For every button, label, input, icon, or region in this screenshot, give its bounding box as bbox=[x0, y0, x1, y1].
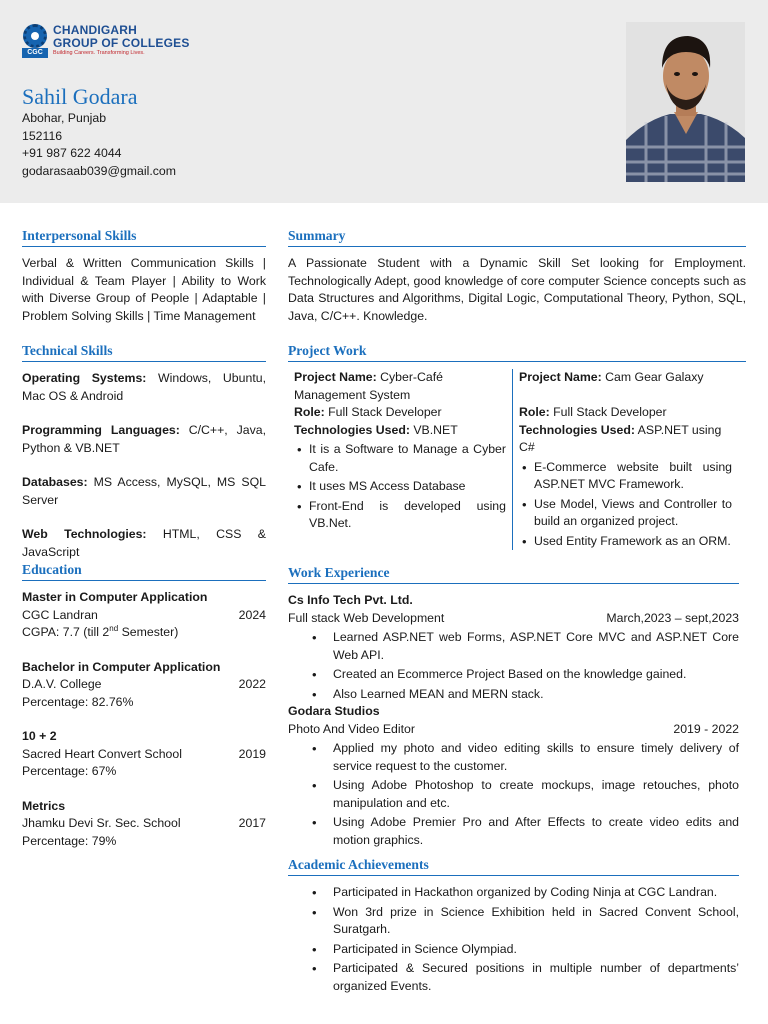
profile-photo bbox=[626, 22, 745, 182]
achievements-title: Academic Achievements bbox=[288, 856, 739, 876]
college-logo bbox=[22, 24, 190, 66]
skill-web: Web Technologies: HTML, CSS & JavaScript bbox=[22, 527, 266, 559]
logo-tagline: Building Careers. Transforming Lives. bbox=[53, 50, 145, 56]
work-section: Work Experience Cs Info Tech Pvt. Ltd. Full stack Web Development March,2023 – sept,2023 • Learned ASP.NET web Forms, ASP.NET Core MVC and ASP.NET Core Web API. • Created an Ecommerce Project Based on the knowledge gained. • Also Learned MEAN and MERN stack. Godara Studios Photo And Video Editor 2019 - 2022 • Applied my photo and video editing skills to ensure timely delivery of service request to the customer. • Using Adobe Photoshop to create mockups, image retouches, photo manipulation and etc. • Using Adobe Premier Pro and After Effects to create video edits and motion graphics. bbox=[288, 564, 739, 849]
logo-badge: CGC bbox=[22, 48, 48, 58]
list-item: • Participated & Secured positions in multiple number of departments’ organized Events. bbox=[288, 960, 739, 995]
list-item: • Use Model, Views and Controller to build an organized project. bbox=[519, 496, 732, 531]
summary-text: A Passionate Student with a Dynamic Skill Set looking for Employment. Technologically Adept, good knowledge of core computer Science concepts such as Data Structures and Algorithms, Digital Logic, Computational Theory, Python, SQL, Java, C/C++. Knowledge. bbox=[288, 256, 746, 323]
list-item: • Front-End is developed using VB.Net. bbox=[294, 498, 506, 533]
list-item: • Participated in Science Olympiad. bbox=[288, 941, 739, 959]
company-name: Cs Info Tech Pvt. Ltd. bbox=[288, 593, 413, 607]
work-title: Work Experience bbox=[288, 564, 739, 584]
list-item: • Also Learned MEAN and MERN stack. bbox=[288, 686, 739, 704]
project-card: Project Name: Cam Gear Galaxy Role: Full Stack Developer Technologies Used: ASP.NET using C# • E-Commerce website built using ASP.NET MVC Framework. • Use Model, Views and Controller to build an organized project. • Used Entity Framework as an ORM. bbox=[513, 369, 738, 550]
logo-line-2: GROUP OF COLLEGES bbox=[53, 35, 190, 50]
interpersonal-text: Verbal & Written Communication Skills | Individual & Team Player | Ability to Work with Diverse Group of People | Adaptable | Problem Solving Skills | Time Management bbox=[22, 256, 266, 323]
phone: +91 987 622 4044 bbox=[22, 146, 122, 160]
list-item: • Won 3rd prize in Science Exhibition held in Sacred Convent School, Suratgarh. bbox=[288, 904, 739, 939]
gear-icon bbox=[22, 24, 49, 66]
skill-os: Operating Systems: Windows, Ubuntu, Mac OS & Android bbox=[22, 371, 266, 403]
company-name: Godara Studios bbox=[288, 704, 380, 718]
education-title: Education bbox=[22, 561, 266, 581]
project-section bbox=[288, 342, 746, 550]
list-item: • Using Adobe Photoshop to create mockups, image retouches, photo manipulation and etc. bbox=[288, 777, 739, 812]
pincode: 152116 bbox=[22, 128, 63, 143]
education-section bbox=[22, 561, 266, 867]
list-item: • Created an Ecommerce Project Based on the knowledge gained. bbox=[288, 666, 739, 684]
project-card: Project Name: Cyber-Café Management System Role: Full Stack Developer Technologies Used: VB.NET • It is a Software to Manage a Cyber Cafe. • It uses MS Access Database • Front-End is developed using VB.Net. bbox=[288, 369, 513, 550]
list-item: • Participated in Hackathon organized by Coding Ninja at CGC Landran. bbox=[288, 884, 739, 902]
logo-line-1: CHANDIGARH bbox=[53, 23, 137, 37]
education-item: Metrics Jhamku Devi Sr. Sec. School 2017 Percentage: 79% bbox=[22, 798, 266, 848]
resume-header bbox=[0, 0, 768, 203]
education-item: Master in Computer Application CGC Landran 2024 CGPA: 7.7 (till 2nd Semester) bbox=[22, 590, 266, 639]
list-item: • Using Adobe Premier Pro and After Effects to create video edits and motion graphics. bbox=[288, 814, 739, 849]
list-item: • It uses MS Access Database bbox=[294, 478, 506, 496]
email: godarasaab039@gmail.com bbox=[22, 163, 176, 178]
address: Abohar, Punjab bbox=[22, 111, 107, 125]
list-item: • Applied my photo and video editing skills to ensure timely delivery of service request to the customer. bbox=[288, 740, 739, 775]
technical-title: Technical Skills bbox=[22, 342, 266, 362]
contact-block bbox=[22, 110, 176, 180]
project-title: Project Work bbox=[288, 342, 746, 362]
summary-section bbox=[288, 227, 746, 325]
technical-section bbox=[22, 342, 266, 578]
list-item: • It is a Software to Manage a Cyber Cafe. bbox=[294, 441, 506, 476]
list-item: • Learned ASP.NET web Forms, ASP.NET Core MVC and ASP.NET Core Web API. bbox=[288, 629, 739, 664]
skill-languages: Programming Languages: C/C++, Java, Python & VB.NET bbox=[22, 423, 266, 455]
candidate-name: Sahil Godara bbox=[22, 84, 138, 109]
list-item: • Used Entity Framework as an ORM. bbox=[519, 533, 732, 551]
skill-databases: Databases: MS Access, MySQL, MS SQL Server bbox=[22, 475, 266, 507]
interpersonal-section bbox=[22, 227, 266, 325]
education-item: 10 + 2 Sacred Heart Convert School 2019 Percentage: 67% bbox=[22, 729, 266, 778]
achievements-section bbox=[288, 856, 739, 995]
education-item: Bachelor in Computer Application D.A.V. College 2022 Percentage: 82.76% bbox=[22, 659, 266, 709]
summary-title: Summary bbox=[288, 227, 746, 247]
interpersonal-title: Interpersonal Skills bbox=[22, 227, 266, 247]
list-item: • E-Commerce website built using ASP.NET MVC Framework. bbox=[519, 459, 732, 494]
